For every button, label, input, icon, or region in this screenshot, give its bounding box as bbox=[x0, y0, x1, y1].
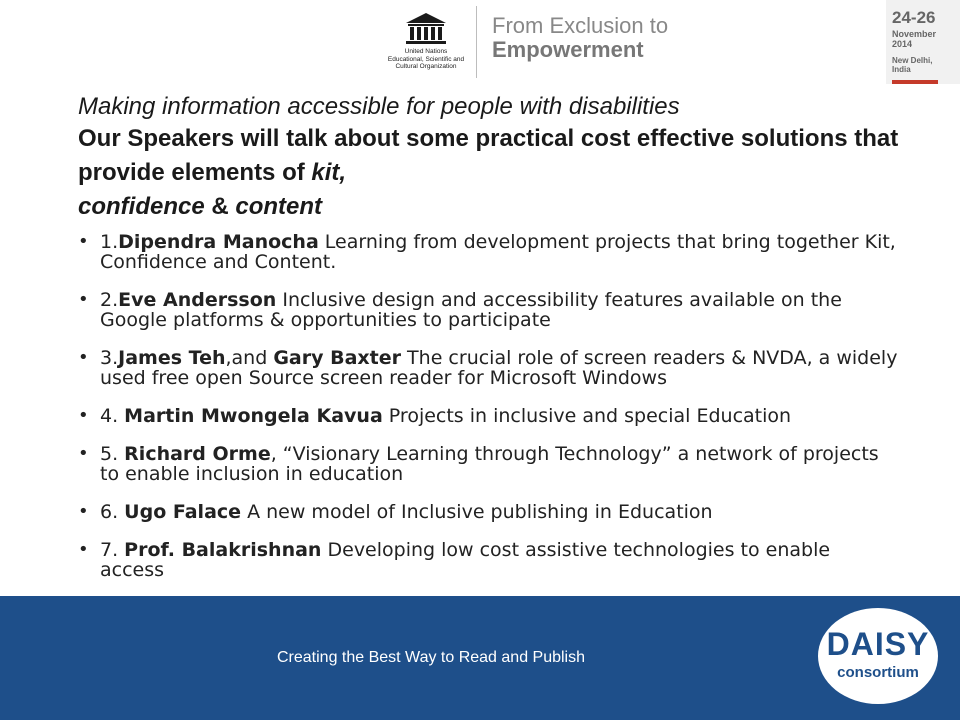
temple-icon bbox=[404, 12, 448, 46]
bullet-icon: • bbox=[78, 539, 89, 560]
footer-tagline: Creating the Best Way to Read and Publish bbox=[276, 649, 586, 666]
slide-subtitle: Making information accessible for people with disabilities bbox=[78, 93, 680, 120]
bullet-icon: • bbox=[78, 231, 89, 252]
banner-divider bbox=[476, 6, 477, 78]
bullet-icon: • bbox=[78, 347, 89, 368]
unesco-logo bbox=[386, 4, 464, 82]
event-month-year: November 2014 bbox=[892, 29, 937, 49]
list-item: • 6. Ugo Falace A new model of Inclusive publishing in Education bbox=[78, 501, 713, 523]
bullet-icon: • bbox=[78, 501, 89, 522]
list-item: • 4. Martin Mwongela Kavua Projects in inclusive and special Education bbox=[78, 405, 792, 427]
slide-title: Our Speakers will talk about some practical cost effective solutions that provide elements of kit, confidence & content bbox=[78, 125, 899, 220]
speaker-list bbox=[78, 232, 898, 580]
list-item: • 2.Eve Andersson Inclusive design and accessibility features available on the Google platforms & opportunities to participate bbox=[78, 289, 842, 331]
bullet-icon: • bbox=[78, 443, 89, 464]
bullet-icon: • bbox=[78, 289, 89, 310]
event-city: New Delhi, India bbox=[892, 56, 933, 74]
list-item: • 5. Richard Orme, “Visionary Learning through Technology” a network of projects to enable inclusion in education bbox=[78, 443, 879, 485]
bullet-icon: • bbox=[78, 405, 89, 426]
unesco-org-text: United Nations Educational, Scientific and Cultural Organization bbox=[387, 48, 465, 70]
logo-sub-text: consortium bbox=[837, 664, 919, 681]
conference-title: From Exclusion to Empowerment bbox=[492, 13, 669, 62]
list-item: • 1.Dipendra Manocha Learning from development projects that bring together Kit, Confidence and Content. bbox=[78, 231, 896, 273]
event-days: 24-26 bbox=[892, 8, 936, 27]
list-item: • 7. Prof. Balakrishnan Developing low cost assistive technologies to enable access bbox=[78, 539, 831, 581]
header-banner bbox=[378, 0, 960, 84]
event-date-box bbox=[886, 0, 960, 84]
footer-bar bbox=[0, 596, 960, 720]
daisy-logo bbox=[818, 608, 942, 708]
date-accent-bar bbox=[892, 80, 938, 84]
logo-main-text: DAISY bbox=[826, 626, 930, 662]
list-item: • 3.James Teh,and Gary Baxter The crucial role of screen readers & NVDA, a widely used free open Source screen reader for Microsoft Windows bbox=[78, 347, 898, 389]
slide-headline bbox=[78, 92, 918, 224]
